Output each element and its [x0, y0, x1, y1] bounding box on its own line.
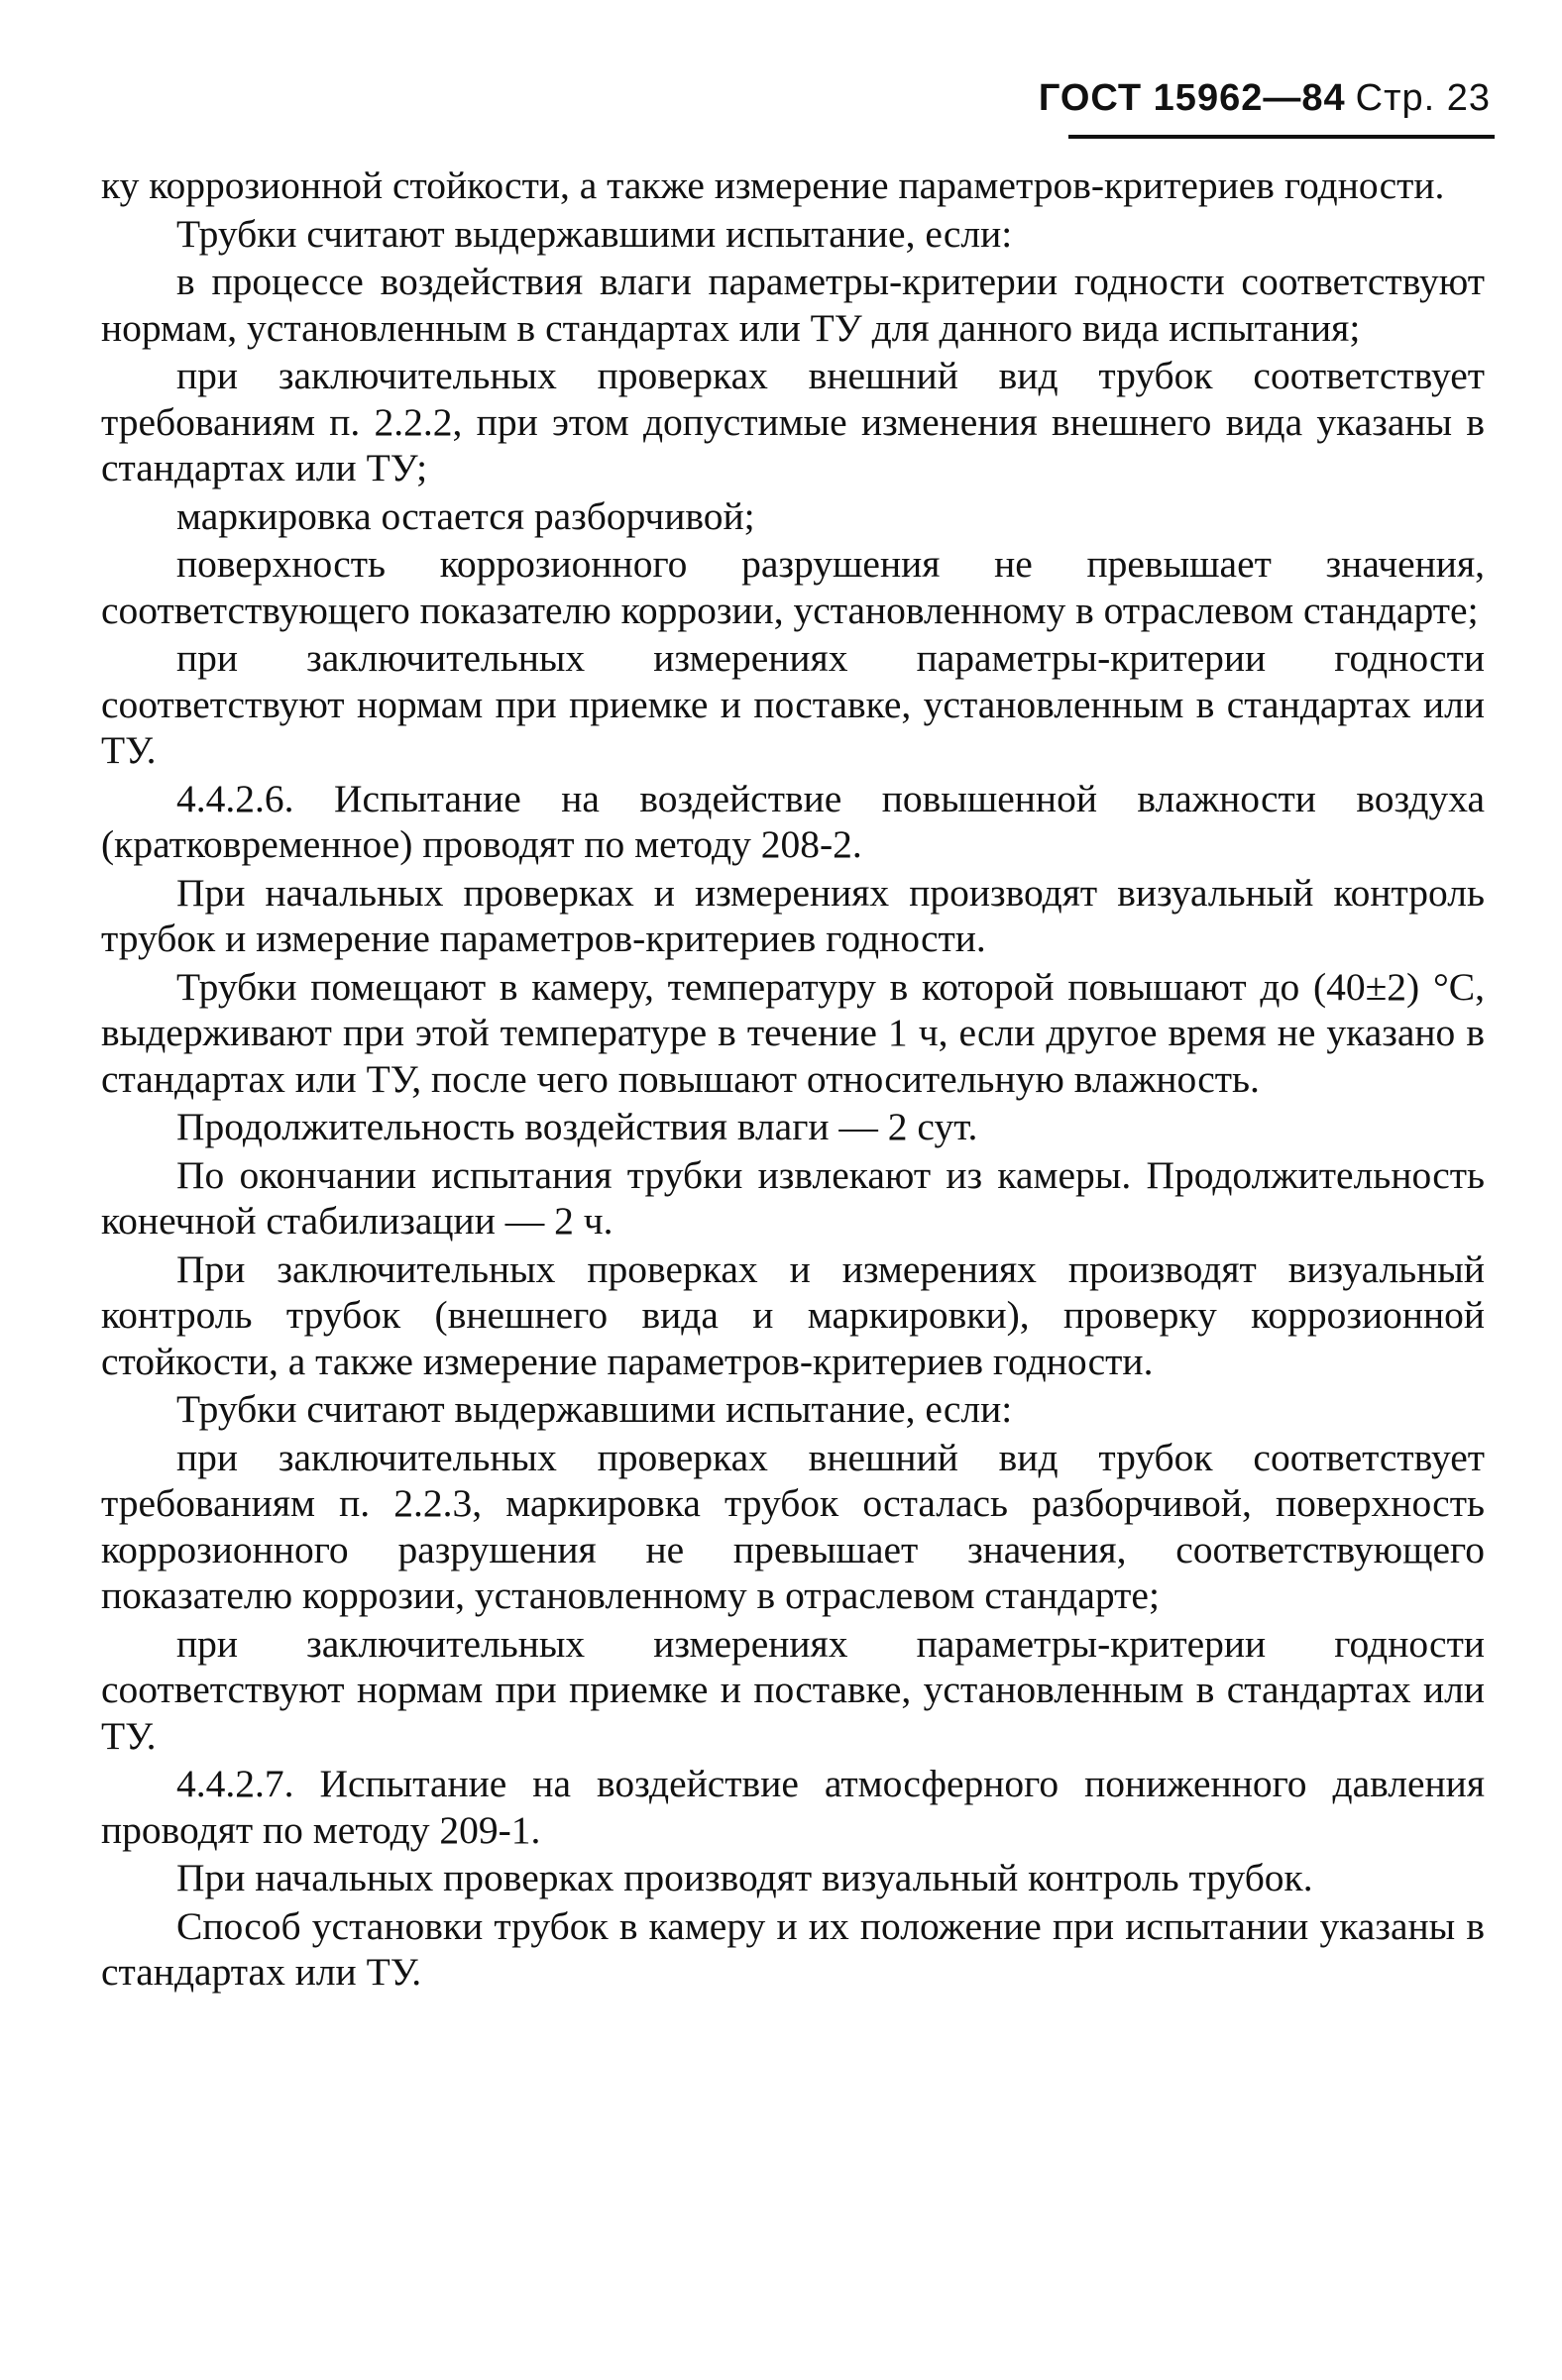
- paragraph: маркировка остается разборчивой;: [176, 493, 755, 538]
- paragraph: Трубки считают выдержавшими испытание, если:: [176, 1387, 1013, 1431]
- paragraph: при заключительных проверках внешний вид трубок соответствует требованиям п. 2.2.2, при этом допустимые изменения внешнего вида указаны в стандартах или ТУ;: [101, 354, 1485, 489]
- page-number: Стр. 23: [1355, 77, 1491, 119]
- paragraph: в процессе воздействия влаги параметры-критерии годности соответствуют нормам, установленным в стандартах или ТУ для данного вида испытания;: [101, 260, 1485, 350]
- paragraph: Способ установки трубок в камеру и их положение при испытании указаны в стандартах или ТУ.: [101, 1903, 1485, 1994]
- paragraph: при заключительных проверках внешний вид трубок соответствует требованиям п. 2.2.3, маркировка трубок осталась разборчивой, поверхность коррозионного разрушения не превышает значения, соответствующего показателю коррозии, установленному в отраслевом стандарте;: [101, 1435, 1485, 1617]
- paragraph: При начальных проверках производят визуальный контроль трубок.: [176, 1856, 1313, 1899]
- paragraph: При начальных проверках и измерениях производят визуальный контроль трубок и измерение параметров-критериев годности.: [101, 870, 1485, 960]
- paragraph: при заключительных измерениях параметры-критерии годности соответствуют нормам при приемке и поставке, установленным в стандартах или ТУ.: [101, 636, 1485, 772]
- header-rule: [1068, 135, 1495, 139]
- paragraph: При заключительных проверках и измерениях производят визуальный контроль трубок (внешнего вида и маркировки), проверку коррозионной стойкости, а также измерение параметров-критериев годности.: [101, 1246, 1485, 1383]
- body-text: [101, 162, 1485, 1998]
- paragraph: Трубки помещают в камеру, температуру в которой повышают до (40±2) °С, выдерживают при этой температуре в течение 1 ч, если другое время не указано в стандартах или ТУ, после чего повышают относительную влажность.: [101, 964, 1485, 1101]
- section-paragraph: 4.4.2.7. Испытание на воздействие атмосферного пониженного давления проводят по методу 209-1.: [101, 1762, 1485, 1852]
- paragraph: поверхность коррозионного разрушения не превышает значения, соответствующего показателю коррозии, установленному в отраслевом стандарте;: [101, 542, 1485, 632]
- paragraph: при заключительных измерениях параметры-критерии годности соответствуют нормам при приемке и поставке, установленным в стандартах или ТУ.: [101, 1621, 1485, 1758]
- page-header: [1039, 77, 1491, 120]
- paragraph: По окончании испытания трубки извлекают из камеры. Продолжительность конечной стабилизации — 2 ч.: [101, 1152, 1485, 1243]
- paragraph: Трубки считают выдержавшими испытание, если:: [176, 211, 1013, 256]
- paragraph: ку коррозионной стойкости, а также измерение параметров-критериев годности.: [101, 163, 1445, 207]
- standard-number: ГОСТ 15962—84: [1038, 77, 1346, 119]
- section-paragraph: 4.4.2.6. Испытание на воздействие повышенной влажности воздуха (кратковременное) проводят по методу 208-2.: [101, 776, 1485, 866]
- paragraph: Продолжительность воздействия влаги — 2 сут.: [176, 1105, 978, 1148]
